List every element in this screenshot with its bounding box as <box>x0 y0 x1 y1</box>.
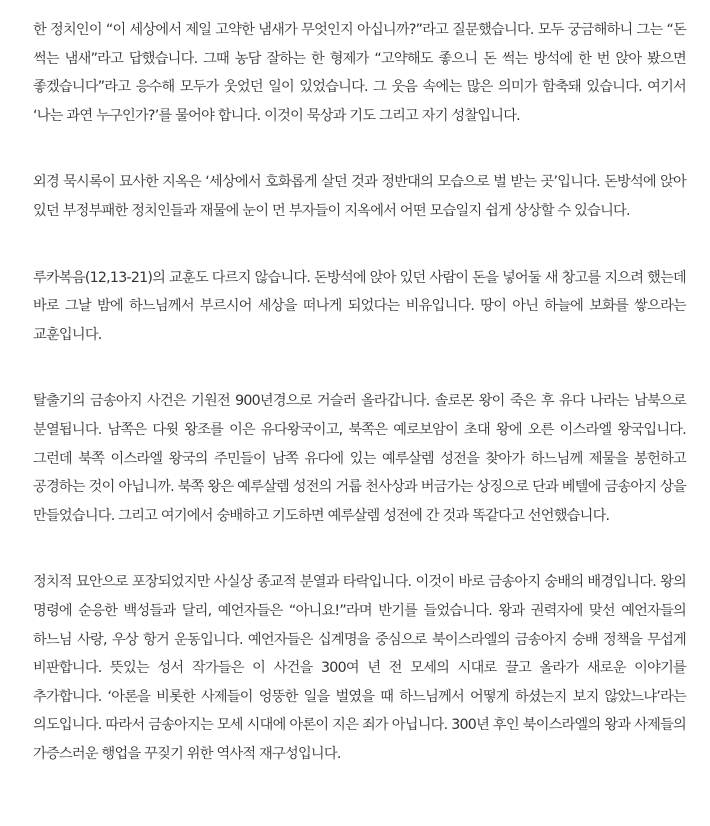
paragraph-prophets: 정치적 묘안으로 포장되었지만 사실상 종교적 분열과 타락입니다. 이것이 바로 금송아지 숭배의 배경입니다. 왕의 명령에 순응한 백성들과 달리, 예언자들은 “아니요!”라며 반기를 들었습니다. 왕과 권력자에 맞선 예언자들의 하느님 사랑, 우상 항거 운동입니다. 예언자들은 십계명을 중심으로 북이스라엘의 금송아지 숭배 정책을 무섭게 비판합니다. 뜻있는 성서 작가들은 이 사건을 300여 년 전 모세의 시대로 끌고 올라가 새로운 이야기를 추가합니다. ‘아론을 비롯한 사제들이 엉뚱한 일을 벌였을 때 하느님께서 어떻게 하셨는지 보지 않았느냐’라는 의도입니다. 따라서 금송아지는 모세 시대에 아론이 지은 죄가 아닙니다. 300년 후인 북이스라엘의 왕과 사제들의 가증스러운 행업을 꾸짖기 위한 역사적 재구성입니다. <box>33 574 686 762</box>
paragraph-luke: 루카복음(12,13-21)의 교훈도 다르지 않습니다. 돈방석에 앉아 있던 사람이 돈을 넣어둘 새 창고를 지으려 했는데 바로 그날 밤에 하느님께서 부르시어 세상을 떠나게 되었다는 비유입니다. 땅이 아닌 하늘에 보화를 쌓으라는 교훈입니다. <box>33 269 686 343</box>
paragraph-exodus: 탈출기의 금송아지 사건은 기원전 900년경으로 거슬러 올라갑니다. 솔로몬 왕이 죽은 후 유다 나라는 남북으로 분열됩니다. 남쪽은 다윗 왕조를 이은 유다왕국이고, 북쪽은 예로보암이 초대 왕에 오른 이스라엘 왕국입니다. 그런데 북쪽 이스라엘 왕국의 주민들이 남쪽 유다에 있는 예루살렘 성전을 찾아가 하느님께 제물을 봉헌하고 공경하는 것이 아닙니까. 북쪽 왕은 예루살렘 성전의 거룹 천사상과 버금가는 상징으로 단과 베텔에 금송아지 상을 만들었습니다. 그리고 여기에서 숭배하고 기도하면 예루살렘 성전에 간 것과 똑같다고 선언했습니다. <box>33 393 686 524</box>
paragraph-intro: 한 정치인이 “이 세상에서 제일 고약한 냄새가 무엇인지 아십니까?”라고 질문했습니다. 모두 궁금해하니 그는 “돈 썩는 냄새”라고 답했습니다. 그때 농담 잘하는 한 형제가 “고약해도 좋으니 돈 썩는 방석에 한 번 앉아 봤으면 좋겠습니다”라고 응수해 모두가 웃었던 일이 있었습니다. 그 웃음 속에는 많은 의미가 함축돼 있습니다. 여기서 ‘나는 과연 누구인가?’를 물어야 합니다. 이것이 묵상과 기도 그리고 자기 성찰입니다. <box>33 22 686 124</box>
paragraph-apocalypse: 외경 묵시록이 묘사한 지옥은 ‘세상에서 호화롭게 살던 것과 정반대의 모습으로 벌 받는 곳’입니다. 돈방석에 앉아 있던 부정부패한 정치인들과 재물에 눈이 먼 부자들이 지옥에서 어떤 모습일지 쉽게 상상할 수 있습니다. <box>33 174 686 219</box>
